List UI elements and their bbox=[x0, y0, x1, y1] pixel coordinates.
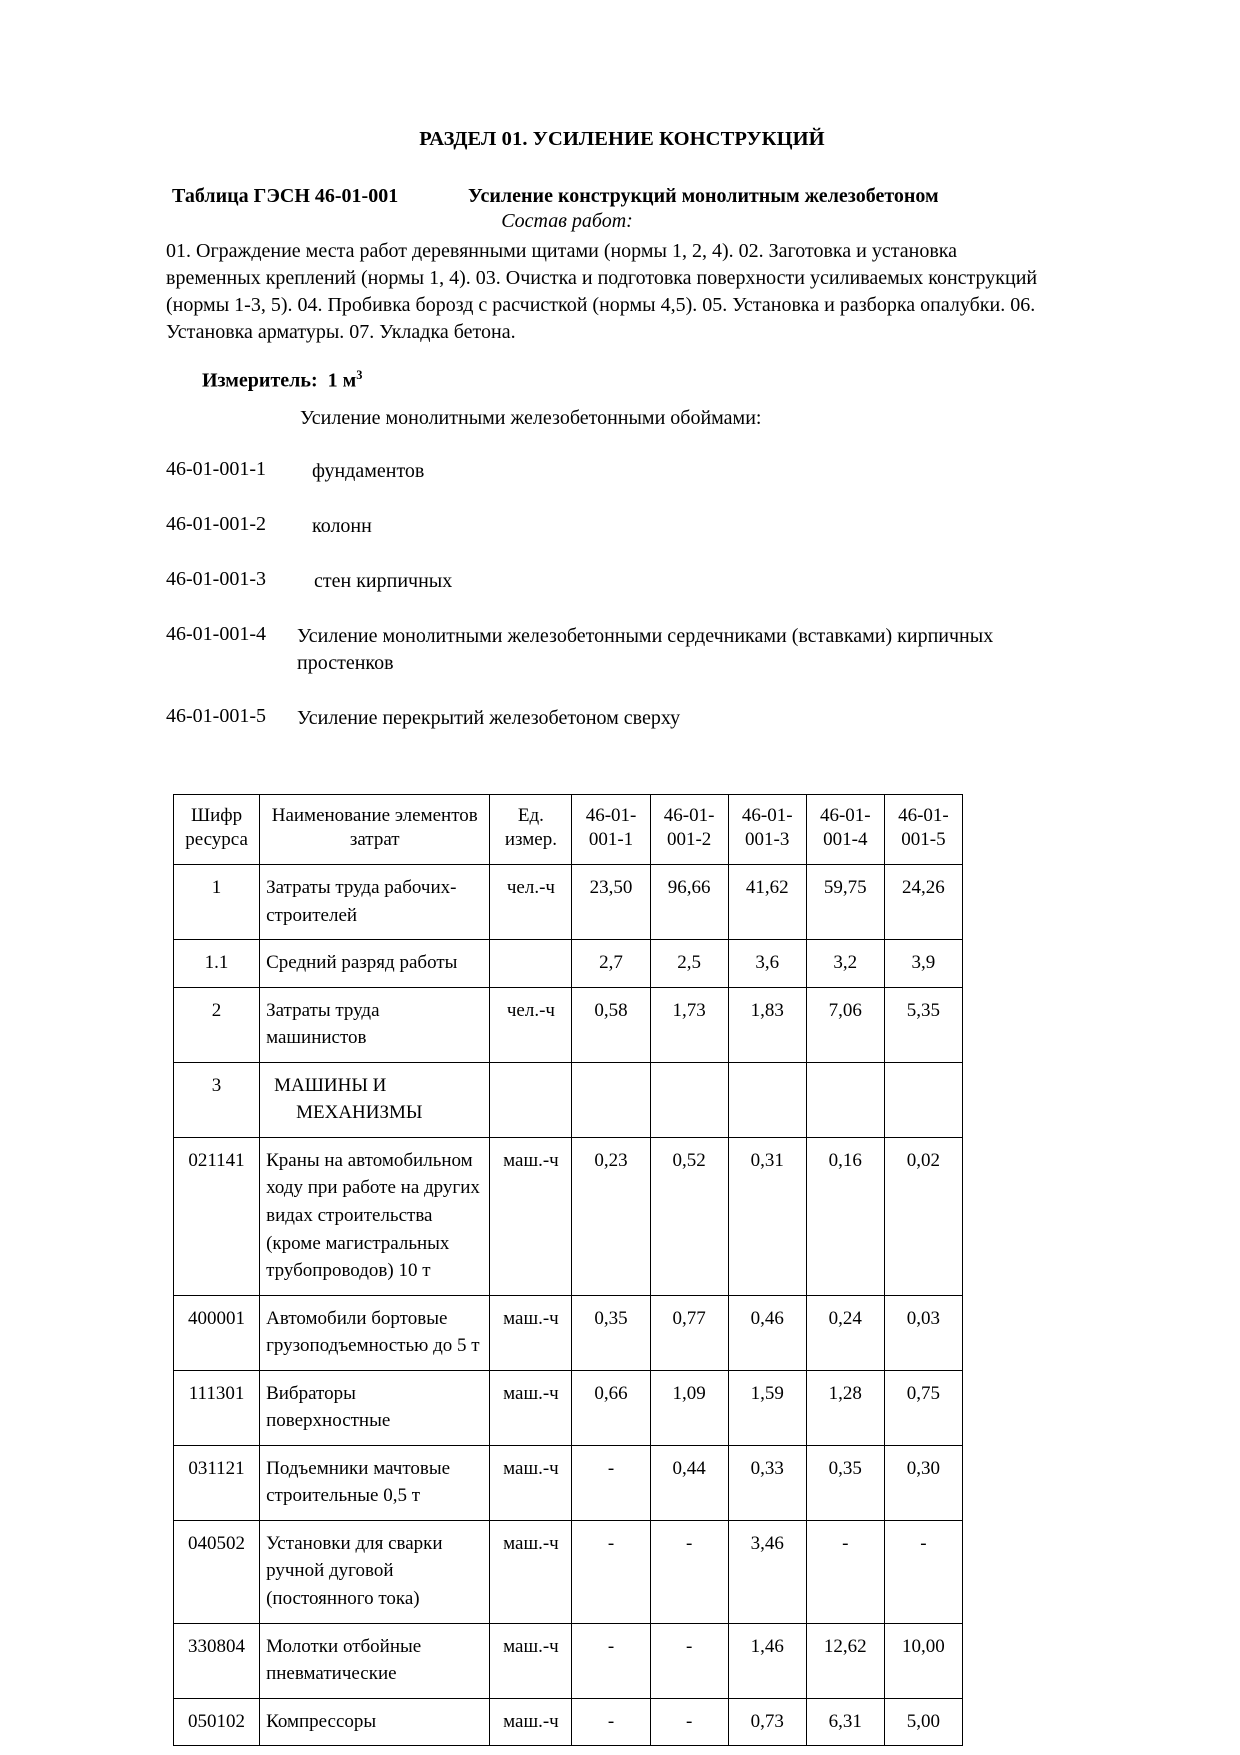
cell-value bbox=[806, 1062, 884, 1137]
cell-value: 0,52 bbox=[650, 1137, 728, 1295]
cell-value: 96,66 bbox=[650, 865, 728, 940]
resource-table bbox=[173, 794, 963, 1747]
cell-name-line1: Молотки отбойные bbox=[266, 1635, 422, 1657]
cell-code: 111301 bbox=[174, 1370, 260, 1445]
cell-value: - bbox=[572, 1698, 650, 1746]
list-item-desc: стен кирпичных bbox=[314, 569, 453, 592]
cell-value bbox=[884, 1062, 962, 1137]
cell-value: 0,24 bbox=[806, 1295, 884, 1370]
cell-code: 021141 bbox=[174, 1137, 260, 1295]
table-row bbox=[174, 1623, 963, 1698]
page-title: РАЗДЕЛ 01. УСИЛЕНИЕ КОНСТРУКЦИЙ bbox=[419, 128, 825, 150]
cell-value: 3,9 bbox=[884, 940, 962, 988]
cell-name-line5: трубопроводов) 10 т bbox=[266, 1260, 431, 1282]
list-item-code: 46-01-001-3 bbox=[166, 567, 266, 590]
cell-code: 031121 bbox=[174, 1445, 260, 1520]
cell-name bbox=[260, 1295, 490, 1370]
cell-value: 7,06 bbox=[806, 987, 884, 1062]
cell-value: - bbox=[650, 1520, 728, 1623]
cell-name-line1: МАШИНЫ И bbox=[274, 1074, 387, 1096]
cell-value: 0,03 bbox=[884, 1295, 962, 1370]
cell-value: 12,62 bbox=[806, 1623, 884, 1698]
table-row bbox=[174, 987, 963, 1062]
cell-value: - bbox=[650, 1698, 728, 1746]
cell-value: 0,23 bbox=[572, 1137, 650, 1295]
cell-name-line4: (кроме магистральных bbox=[266, 1232, 450, 1254]
table-row bbox=[174, 1137, 963, 1295]
cell-value: - bbox=[650, 1623, 728, 1698]
cell-value: 59,75 bbox=[806, 865, 884, 940]
header-col5-line1: 46-01- bbox=[898, 804, 949, 826]
list-item-desc: колонн bbox=[312, 514, 372, 537]
list-item bbox=[166, 568, 1072, 595]
cell-value bbox=[572, 1062, 650, 1137]
header-col2-line2: 001-2 bbox=[666, 829, 712, 851]
cell-code: 1 bbox=[174, 865, 260, 940]
cell-name-line1: Краны на автомобильном bbox=[266, 1149, 473, 1171]
cell-name-line1: Затраты труда рабочих- bbox=[266, 877, 457, 899]
cell-name bbox=[260, 1445, 490, 1520]
list-heading: Усиление монолитными железобетонными обоймами: bbox=[300, 406, 762, 429]
header-name-line2: затрат bbox=[349, 829, 400, 851]
cell-name-line2: строительные 0,5 т bbox=[266, 1485, 421, 1507]
cell-name-line3: (постоянного тока) bbox=[266, 1587, 420, 1609]
cell-unit: маш.-ч bbox=[490, 1137, 572, 1295]
table-row bbox=[174, 865, 963, 940]
cell-value: 0,35 bbox=[572, 1295, 650, 1370]
cell-value: 0,33 bbox=[728, 1445, 806, 1520]
header-cell-col2 bbox=[650, 794, 728, 864]
cell-value: 24,26 bbox=[884, 865, 962, 940]
header-col1-line2: 001-1 bbox=[588, 829, 634, 851]
cell-name bbox=[260, 1062, 490, 1137]
cell-value: 0,16 bbox=[806, 1137, 884, 1295]
list-item-code: 46-01-001-2 bbox=[166, 512, 266, 535]
cell-name: Средний разряд работы bbox=[260, 940, 490, 988]
cell-value: 0,44 bbox=[650, 1445, 728, 1520]
table-label: Таблица ГЭСН 46-01-001 bbox=[172, 185, 399, 207]
cell-unit: чел.-ч bbox=[490, 865, 572, 940]
cell-value bbox=[728, 1062, 806, 1137]
resource-table-body bbox=[174, 865, 963, 1746]
list-item-code: 46-01-001-1 bbox=[166, 457, 266, 480]
cell-unit bbox=[490, 940, 572, 988]
cell-name-line2: пневматические bbox=[266, 1663, 397, 1685]
cell-value: 1,28 bbox=[806, 1370, 884, 1445]
page-content bbox=[166, 0, 1072, 1746]
cell-value: 1,73 bbox=[650, 987, 728, 1062]
header-col4-line2: 001-4 bbox=[823, 829, 868, 851]
cell-name-line3: видах строительства bbox=[266, 1204, 433, 1226]
list-item-desc: Усиление перекрытий железобетоном сверху bbox=[297, 706, 681, 729]
cell-value: 0,02 bbox=[884, 1137, 962, 1295]
cell-value: 5,35 bbox=[884, 987, 962, 1062]
cell-unit: маш.-ч bbox=[490, 1370, 572, 1445]
header-cell-name bbox=[260, 794, 490, 864]
work-composition-label: Состав работ: bbox=[501, 210, 633, 232]
cell-name bbox=[260, 1520, 490, 1623]
table-row bbox=[174, 1370, 963, 1445]
header-code-line2: ресурса bbox=[185, 829, 248, 851]
cell-code: 1.1 bbox=[174, 940, 260, 988]
table-row bbox=[174, 1698, 963, 1746]
cell-value: 0,58 bbox=[572, 987, 650, 1062]
cell-code: 050102 bbox=[174, 1698, 260, 1746]
cell-name-line2: ходу при работе на других bbox=[266, 1177, 480, 1199]
header-name-line1: Наименование элементов bbox=[271, 804, 478, 826]
cell-value: 1,09 bbox=[650, 1370, 728, 1445]
header-col1-line1: 46-01- bbox=[585, 804, 637, 826]
work-composition-text: 01. Ограждение места работ деревянными щитами (нормы 1, 2, 4). 02. Заготовка и установка временных креплений (нормы 1, 4). 03. Очистка и подготовка поверхности усиливаемых конструкций (нормы 1-3, 5). 04. Пробивка борозд с расчисткой (нормы 4,5). 05. Установка и разборка опалубки. 06. Установка арматуры. 07. Укладка бетона. bbox=[166, 240, 1038, 343]
cell-unit: маш.-ч bbox=[490, 1623, 572, 1698]
table-row bbox=[174, 1445, 963, 1520]
header-col4-line1: 46-01- bbox=[819, 804, 871, 826]
cell-name-line2: грузоподъемностью до 5 т bbox=[266, 1335, 480, 1357]
cell-value: 0,73 bbox=[728, 1698, 806, 1746]
table-header-row bbox=[174, 794, 963, 864]
header-col5-line2: 001-5 bbox=[901, 829, 946, 851]
table-row-group bbox=[174, 1062, 963, 1137]
header-col3-line1: 46-01- bbox=[741, 804, 793, 826]
cell-unit: маш.-ч bbox=[490, 1698, 572, 1746]
header-unit-line2: измер. bbox=[504, 829, 557, 851]
cell-code: 330804 bbox=[174, 1623, 260, 1698]
cell-name bbox=[260, 1623, 490, 1698]
list-item bbox=[166, 705, 1072, 732]
list-item bbox=[166, 458, 1072, 485]
cell-value: 0,66 bbox=[572, 1370, 650, 1445]
cell-name-line2: МЕХАНИЗМЫ bbox=[296, 1102, 423, 1124]
cell-value: 0,46 bbox=[728, 1295, 806, 1370]
list-item-desc: фундаментов bbox=[312, 459, 425, 482]
table-row bbox=[174, 1520, 963, 1623]
cell-name: Компрессоры bbox=[260, 1698, 490, 1746]
cell-name: Затраты труда машинистов bbox=[260, 987, 490, 1062]
cell-value: - bbox=[884, 1520, 962, 1623]
list-item-desc: Усиление монолитными железобетонными сердечниками (вставками) кирпичных простенков bbox=[297, 624, 994, 674]
header-cell-col1 bbox=[572, 794, 650, 864]
cell-value: 1,46 bbox=[728, 1623, 806, 1698]
cell-value: 0,30 bbox=[884, 1445, 962, 1520]
cell-value: 3,2 bbox=[806, 940, 884, 988]
header-unit-line1: Ед. bbox=[517, 804, 544, 826]
table-row bbox=[174, 940, 963, 988]
cell-code: 040502 bbox=[174, 1520, 260, 1623]
cell-value: 5,00 bbox=[884, 1698, 962, 1746]
cell-value: 0,35 bbox=[806, 1445, 884, 1520]
header-cell-unit bbox=[490, 794, 572, 864]
cell-value: 0,77 bbox=[650, 1295, 728, 1370]
cell-unit: маш.-ч bbox=[490, 1520, 572, 1623]
cell-code: 3 bbox=[174, 1062, 260, 1137]
cell-value: - bbox=[572, 1445, 650, 1520]
measure-label: Измеритель: bbox=[202, 369, 318, 392]
cell-value: 3,6 bbox=[728, 940, 806, 988]
cell-name bbox=[260, 1137, 490, 1295]
measure-value: 1 м bbox=[327, 369, 357, 392]
list-item bbox=[166, 513, 1072, 540]
cell-name-line2: строителей bbox=[266, 904, 358, 926]
list-item-code: 46-01-001-4 bbox=[166, 622, 266, 645]
cell-value: 23,50 bbox=[572, 865, 650, 940]
cell-value bbox=[650, 1062, 728, 1137]
measure-superscript: 3 bbox=[356, 368, 363, 382]
list-item bbox=[166, 623, 1072, 677]
cell-unit: маш.-ч bbox=[490, 1445, 572, 1520]
cell-name-line1: Подъемники мачтовые bbox=[266, 1457, 451, 1479]
header-col2-line1: 46-01- bbox=[663, 804, 715, 826]
cell-name bbox=[260, 865, 490, 940]
cell-value: 41,62 bbox=[728, 865, 806, 940]
table-heading bbox=[172, 185, 1072, 208]
cell-name: Вибраторы поверхностные bbox=[260, 1370, 490, 1445]
cell-value: - bbox=[572, 1623, 650, 1698]
cell-value: 0,75 bbox=[884, 1370, 962, 1445]
header-cell-col4 bbox=[806, 794, 884, 864]
cell-name-line2: ручной дуговой bbox=[266, 1560, 394, 1582]
table-title: Усиление конструкций монолитным железобетоном bbox=[468, 185, 939, 207]
cell-value: 1,83 bbox=[728, 987, 806, 1062]
cell-unit bbox=[490, 1062, 572, 1137]
cell-value: 2,7 bbox=[572, 940, 650, 988]
cell-value: 0,31 bbox=[728, 1137, 806, 1295]
cell-name-line1: Установки для сварки bbox=[266, 1532, 443, 1554]
cell-value: 6,31 bbox=[806, 1698, 884, 1746]
cell-value: 1,59 bbox=[728, 1370, 806, 1445]
header-cell-col5 bbox=[884, 794, 962, 864]
header-code-line1: Шифр bbox=[190, 804, 243, 826]
measure-line bbox=[202, 368, 1072, 393]
cell-unit: маш.-ч bbox=[490, 1295, 572, 1370]
cell-value: 2,5 bbox=[650, 940, 728, 988]
header-col3-line2: 001-3 bbox=[745, 829, 790, 851]
list-item-code: 46-01-001-5 bbox=[166, 704, 266, 727]
cell-unit: чел.-ч bbox=[490, 987, 572, 1062]
cell-value: - bbox=[572, 1520, 650, 1623]
cell-code: 2 bbox=[174, 987, 260, 1062]
header-cell-col3 bbox=[728, 794, 806, 864]
cell-value: - bbox=[806, 1520, 884, 1623]
cell-name-line1: Автомобили бортовые bbox=[266, 1307, 448, 1329]
cell-code: 400001 bbox=[174, 1295, 260, 1370]
header-cell-code bbox=[174, 794, 260, 864]
table-row bbox=[174, 1295, 963, 1370]
cell-value: 10,00 bbox=[884, 1623, 962, 1698]
cell-value: 3,46 bbox=[728, 1520, 806, 1623]
